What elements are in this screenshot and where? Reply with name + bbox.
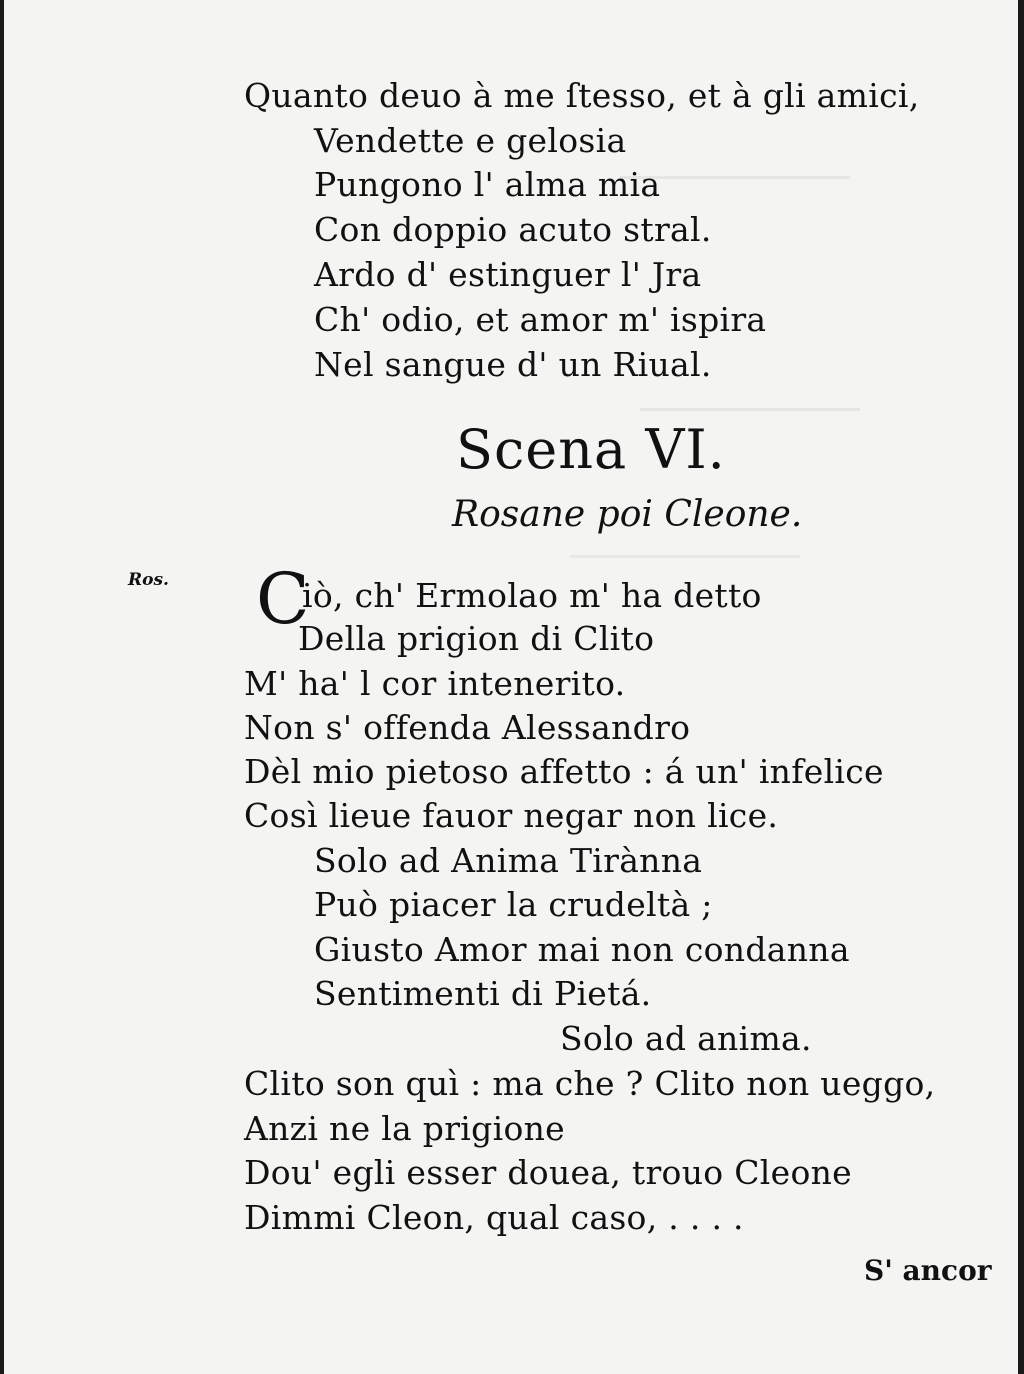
scan-border-right [1018, 0, 1024, 1374]
verse-line: Dou' egli esser douea, trouo Cleone [244, 1153, 853, 1192]
speaker-label: Ros. [128, 570, 169, 590]
verse-line: Non s' offenda Alessandro [244, 708, 691, 747]
verse-line: Giusto Amor mai non condanna [314, 930, 850, 969]
verse-line: Vendette e gelosia [314, 121, 627, 160]
verse-line: Ch' odio, et amor m' ispira [314, 300, 767, 339]
catchword: S' ancor [864, 1254, 992, 1287]
bleed-through-mark [570, 535, 800, 558]
verse-line: Può piacer la crudeltà ; [314, 885, 713, 924]
scene-title: Scena VI. [456, 418, 726, 481]
verse-line: Clito son quì : ma che ? Clito non ueggo, [244, 1064, 936, 1103]
scan-border-left [0, 0, 4, 1374]
verse-line: Ardo d' estinguer l' Jra [314, 255, 702, 294]
verse-line: Dèl mio pietoso affetto : á un' infelice [244, 752, 884, 791]
scene-characters: Rosane poi Cleone. [452, 494, 803, 535]
da-capo-line: Solo ad anima. [560, 1019, 812, 1058]
verse-line: Nel sangue d' un Riual. [314, 345, 712, 384]
verse-line: Con doppio acuto stral. [314, 210, 712, 249]
verse-line: Anzi ne la prigione [244, 1109, 565, 1148]
verse-line: iò, ch' Ermolao m' ha detto [302, 576, 762, 615]
verse-line: Quanto deuo à me ſtesso, et à gli amici, [244, 76, 920, 115]
verse-line: Solo ad Anima Tirànna [314, 841, 703, 880]
verse-line: Sentimenti di Pietá. [314, 974, 652, 1013]
drop-cap: C [256, 558, 310, 640]
verse-line: Pungono l' alma mia [314, 165, 661, 204]
verse-line: Così lieue fauor negar non lice. [244, 796, 779, 835]
verse-line: Dimmi Cleon, qual caso, . . . . [244, 1198, 744, 1237]
bleed-through-mark [640, 388, 860, 411]
verse-line: M' ha' l cor intenerito. [244, 664, 626, 703]
verse-line: Della prigion di Clito [298, 619, 655, 658]
